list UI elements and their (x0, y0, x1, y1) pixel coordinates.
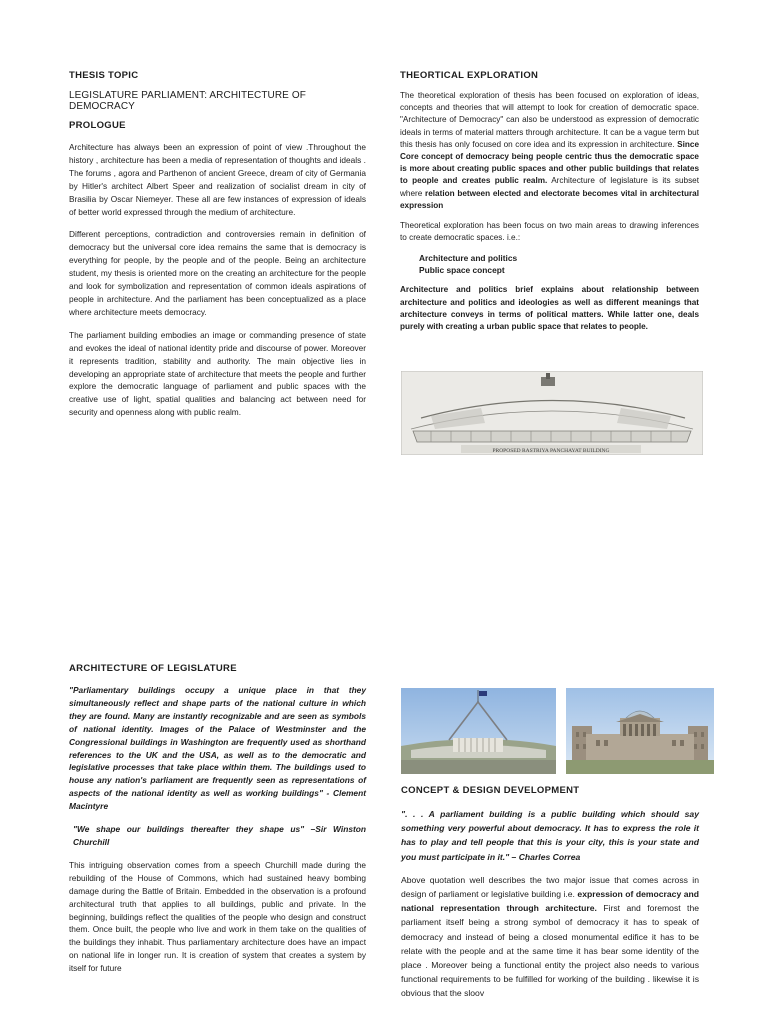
parliament-house-photo (401, 688, 556, 774)
theory-paragraph-3: Architecture and politics brief explains about relationship between architecture and politics and ideologies as well as different meanings that architecture conveys in terms of political matters. While latter one, deals purely with creating a urban public space that relates to people. (400, 285, 699, 332)
reichstag-icon (566, 688, 714, 774)
parliament-sketch-image (401, 371, 703, 455)
right-bottom-column (401, 785, 699, 1001)
prologue-paragraph-2: Different perceptions, contradiction and controversies remain in definition of democracy but the universal core idea remains the same that is democracy is everything for people, by the people and of the people. Being an architecture student, my thesis is oriented more on the creating an architecture for the people and look for symbolization and representation of common ideals aspirations of people in architecture. And the parliament has been conceptualized as a place where architecture meets democracy. (69, 229, 366, 317)
parliament-sketch (401, 371, 703, 455)
prologue-paragraph-1: Architecture has always been an expression of point of view .Throughout the history , architecture has been a media of representation of thoughts and ideals . The forums , agora and Parthenon of ancient Greece, dream of city of Germania by Hitler's architect Albert Speer and realization of socialist dream in city of Brasilia by Oscar Niemeyer. These all are few instances of expression of ideals of better world expressed through the medium of architecture. (69, 142, 366, 217)
reichstag-photo (566, 688, 714, 774)
concept-p1-bold: expression of democracy and national representation through architecture. (401, 889, 699, 914)
concept-paragraph (401, 873, 699, 1001)
theoretical-exploration-heading: THEORTICAL EXPLORATION (400, 70, 539, 81)
left-top-column (69, 70, 366, 419)
thesis-topic-heading: THESIS TOPIC (69, 70, 139, 81)
concept-design-heading: CONCEPT & DESIGN DEVELOPMENT (401, 785, 580, 796)
macintyre-quote: "Parliamentary buildings occupy a unique place in that they simultaneously reflect and shape parts of the national culture in which they are found. Many are instantly recognizable and are seen as symbols of national identity. Images of the Palace of Westminster and the Congressional buildings in Washington are frequently used as shorthand references to the UK and the USA, as well as to the democratic and legislative processes that take place within them. The buildings used to house any nation's parliament are frequently seen as representations of aspects of the national identity as well as working buildings" - Clement Macintyre (69, 685, 366, 812)
left-bottom-column (69, 663, 366, 975)
theory-p1-bold: Since Core concept of democracy being people centric thus the democratic space is more about creating public spaces and other public buildings that relates to people and creates public realm. (400, 139, 700, 186)
architecture-of-legislature-heading: ARCHITECTURE OF LEGISLATURE (69, 663, 237, 674)
theory-p1-bold-2: relation between elected and electorate becomes vital in architectural expression (400, 188, 699, 210)
theory-list (400, 252, 699, 276)
churchill-quote: "We shape our buildings thereafter they shape us" –Sir Winston Churchill (73, 824, 366, 847)
theory-paragraph-2: Theoretical exploration has been focus on two main areas to drawing inferences to create democratic spaces. i.e.: (400, 221, 699, 243)
theory-p1-text-2: Architecture of legislature is its subset where (400, 176, 700, 198)
theory-p1-text: The theoretical exploration of thesis has been focused on exploration of ideas, concepts and theories that will attempt to look for creation of democratic space. "Architecture of Democracy" can also be understood as expression of democratic ideals in terms of material matters through architecture. It can be a vague term but this thesis has only focused on core idea and its expression in architecture. (400, 91, 699, 149)
right-top-column (400, 70, 699, 333)
sketch-caption: PROPOSED RASTRIYA PANCHAYAT BUILDING (492, 448, 610, 454)
prologue-heading: PROLOGUE (69, 120, 126, 131)
churchill-paragraph: This intriguing observation comes from a speech Churchill made during the rebuilding of the House of Commons, which had sustained heavy bombing damage during the Battle of Britain. Embedded in the observation is a profound architectural truth that applies to all buildings, public and private. In the beginning, buildings reflect the qualities of the people who design and construct them. Once built, the people who live and work in them take on the qualities of the buildings they inhabit. Thus parliamentary architecture does have an impact on national life in longer run. It is creation of system that creates a system by itself for future (69, 859, 366, 974)
thesis-title: LEGISLATURE PARLIAMENT: ARCHITECTURE OF DEMOCRACY (69, 90, 306, 112)
concept-p1-text-2: First and foremost the parliament itself being a strong symbol of democracy it has to speak of democracy and instead of being a closed monumental edifice it has to be relate with the people and at the same time it has bear some identity of the place . Moreover being a functional entity the project also needs to various functional requirements to be fulfilled for working of the building . likewise it is obvious that the sloov (401, 903, 700, 999)
theory-paragraph-1 (400, 90, 699, 212)
correa-quote: ". . . A parliament building is a public building which should say something very powerful about democracy. It has to express the role it has to play and tell people that this is your city, this is your state and you must participate in it." – Charles Correa (401, 809, 699, 862)
parliament-house-icon (401, 688, 556, 774)
theory-list-item: Architecture and politics (419, 253, 518, 264)
theory-list-item: Public space concept (419, 265, 505, 276)
concept-p1-text: Above quotation well describes the two major issue that comes across in design of parliament or legislative building i.e. (401, 874, 699, 900)
prologue-paragraph-3: The parliament building embodies an image or commanding presence of state and evokes the ideal of national identity pride and discourse of power. Moreover it represents tradition, stability and authority. The main objective lies in developing an appropriate state of architecture that meets the people and further explore the democratic language of parliament and public spaces with the creative use of light, spatial qualities and balancing act between need for security and openness along with public realm. (69, 329, 366, 418)
